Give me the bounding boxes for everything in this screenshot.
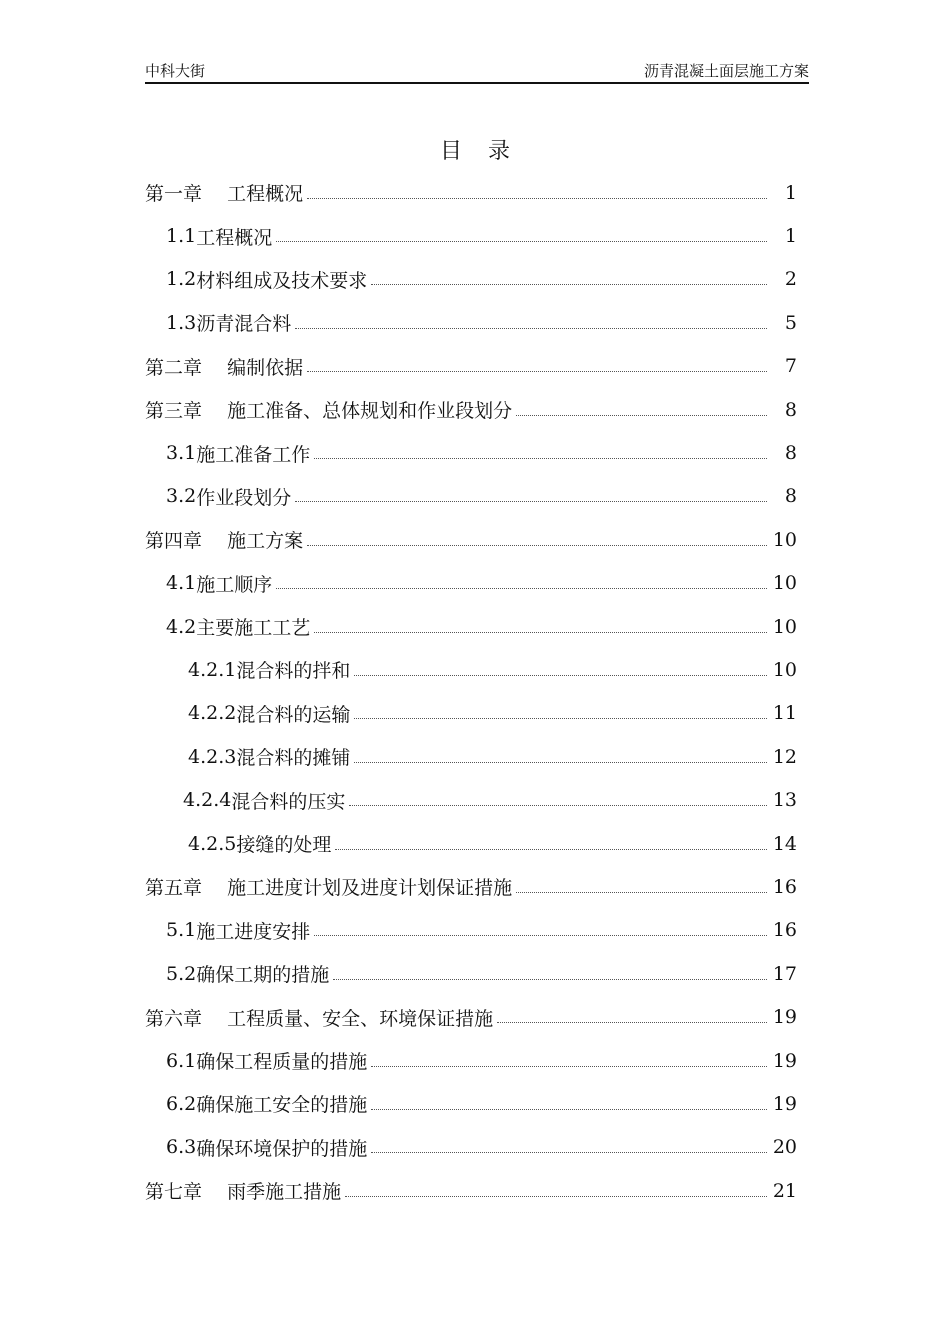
toc-dot-leader (371, 1108, 767, 1110)
toc-entry-page: 8 (784, 442, 797, 465)
toc-entry-gap (202, 353, 227, 380)
header-document-title: 沥青混凝土面层施工方案 (643, 62, 809, 80)
toc-entry-text: 施工顺序 (196, 573, 273, 596)
toc-entry-number: 4.2.2 (188, 702, 237, 725)
toc-entry-text: 编制依据 (227, 356, 304, 379)
toc-entry-gap (202, 179, 227, 206)
toc-entry-text: 施工方案 (227, 530, 304, 553)
toc-entry-text: 施工进度安排 (196, 920, 311, 943)
toc-entry-number: 6.3 (166, 1136, 197, 1159)
toc-entry[interactable] (145, 518, 797, 561)
toc-dot-leader (335, 848, 767, 850)
toc-entry-number: 3.2 (166, 485, 197, 508)
toc-entry-number: 第五章 (145, 877, 203, 900)
toc-dot-leader (295, 500, 767, 502)
toc-entry[interactable] (145, 345, 797, 388)
toc-entry[interactable] (145, 995, 797, 1038)
toc-dot-leader (371, 1065, 767, 1067)
toc-entry-text: 混合料的运输 (236, 703, 351, 726)
toc-entry-number: 6.1 (166, 1049, 197, 1072)
toc-entry-page: 11 (772, 702, 797, 725)
toc-entry[interactable] (145, 1169, 797, 1212)
toc-entry-page: 8 (784, 485, 797, 508)
toc-entry[interactable] (145, 865, 797, 908)
toc-entry-page: 10 (772, 658, 797, 681)
toc-dot-leader (276, 240, 767, 242)
toc-entry-number: 3.1 (166, 442, 197, 465)
toc-entry-number: 4.2.4 (183, 789, 232, 812)
toc-entry-text: 沥青混合料 (196, 313, 292, 336)
toc-entry-page: 14 (772, 832, 797, 855)
toc-dot-leader (349, 804, 767, 806)
toc-entry-gap (202, 526, 227, 553)
toc-entry-number: 4.1 (166, 572, 197, 595)
toc-entry-gap (202, 1177, 227, 1204)
toc-entry-page: 19 (772, 1092, 797, 1115)
toc-entry[interactable] (145, 605, 797, 648)
toc-dot-leader (497, 1021, 767, 1023)
toc-entry-page: 10 (772, 528, 797, 551)
toc-entry[interactable] (145, 735, 797, 778)
toc-entry-text: 工程质量、安全、环境保证措施 (227, 1007, 494, 1030)
toc-entry-page: 10 (772, 572, 797, 595)
toc-entry[interactable] (145, 475, 797, 518)
toc-dot-leader (371, 283, 767, 285)
toc-entry-number: 4.2.1 (188, 658, 237, 681)
toc-entry-page: 17 (772, 962, 797, 985)
toc-entry-text: 工程概况 (227, 183, 304, 206)
toc-entry-page: 19 (772, 1049, 797, 1072)
toc-entry-page: 12 (772, 745, 797, 768)
toc-entry-text: 确保工期的措施 (196, 964, 330, 987)
toc-entry[interactable] (145, 431, 797, 474)
toc-dot-leader (516, 414, 767, 416)
toc-entry-number: 4.2.3 (188, 745, 237, 768)
toc-entry[interactable] (145, 822, 797, 865)
toc-dot-leader (307, 544, 767, 546)
toc-entry-number: 第七章 (145, 1181, 203, 1204)
toc-entry-page: 1 (784, 181, 797, 204)
toc-entry[interactable] (145, 258, 797, 301)
toc-dot-leader (307, 197, 767, 199)
toc-entry-text: 接缝的处理 (236, 834, 332, 857)
toc-entry-page: 5 (784, 311, 797, 334)
toc-entry[interactable] (145, 301, 797, 344)
toc-dot-leader (314, 457, 767, 459)
toc-dot-leader (354, 761, 767, 763)
toc-entry-text: 主要施工工艺 (196, 617, 311, 640)
toc-entry[interactable] (145, 388, 797, 431)
toc-entry-text: 作业段划分 (196, 486, 292, 509)
toc-entry-number: 1.3 (166, 311, 197, 334)
toc-entry[interactable] (145, 778, 797, 821)
toc-entry[interactable] (145, 648, 797, 691)
header-project-name: 中科大街 (145, 62, 206, 80)
toc-entry-page: 19 (772, 1006, 797, 1029)
toc-entry-page: 20 (772, 1136, 797, 1159)
toc-entry-text: 混合料的压实 (231, 790, 346, 813)
toc-entry[interactable] (145, 1039, 797, 1082)
toc-entry[interactable] (145, 952, 797, 995)
toc-entry-number: 第一章 (145, 183, 203, 206)
toc-entry-gap (202, 1004, 227, 1031)
toc-entry[interactable] (145, 909, 797, 952)
toc-entry-gap (202, 396, 227, 423)
toc-entry-page: 21 (772, 1179, 797, 1202)
toc-entry-text: 确保环境保护的措施 (196, 1137, 368, 1160)
toc-dot-leader (371, 1151, 767, 1153)
toc-entry-number: 5.1 (166, 919, 197, 942)
toc-dot-leader (345, 1195, 767, 1197)
toc-entry-page: 16 (772, 875, 797, 898)
toc-dot-leader (354, 717, 767, 719)
toc-entry-number: 4.2 (166, 615, 197, 638)
toc-entry[interactable] (145, 1126, 797, 1169)
toc-entry-text: 施工进度计划及进度计划保证措施 (227, 877, 513, 900)
toc-entry-number: 5.2 (166, 962, 197, 985)
toc-dot-leader (307, 370, 767, 372)
toc-dot-leader (314, 631, 767, 633)
toc-title: 目录 (439, 139, 536, 164)
toc-entry-number: 第三章 (145, 400, 203, 423)
toc-entry-page: 13 (772, 789, 797, 812)
toc-dot-leader (333, 978, 767, 980)
toc-entry[interactable] (145, 214, 797, 257)
toc-entry-text: 施工准备、总体规划和作业段划分 (227, 400, 513, 423)
toc-entry-page: 16 (772, 919, 797, 942)
toc-dot-leader (516, 891, 767, 893)
toc-entry-page: 10 (772, 615, 797, 638)
toc-entry-text: 确保施工安全的措施 (196, 1094, 368, 1117)
toc-entry-page: 8 (784, 398, 797, 421)
toc-entry[interactable] (145, 171, 797, 214)
toc-entry-text: 混合料的拌和 (236, 660, 351, 683)
toc-entry-number: 1.2 (166, 268, 197, 291)
page-header (145, 58, 809, 84)
toc-entry-number: 1.1 (166, 225, 197, 248)
table-of-contents (145, 171, 797, 1212)
toc-entry-text: 混合料的摊铺 (236, 747, 351, 770)
toc-entry[interactable] (145, 562, 797, 605)
toc-entry-text: 材料组成及技术要求 (196, 269, 368, 292)
toc-entry[interactable] (145, 1082, 797, 1125)
toc-entry-page: 2 (784, 268, 797, 291)
toc-entry-gap (202, 873, 227, 900)
toc-entry-text: 施工准备工作 (196, 443, 311, 466)
toc-dot-leader (314, 934, 767, 936)
toc-entry[interactable] (145, 692, 797, 735)
toc-entry-number: 第二章 (145, 356, 203, 379)
toc-entry-page: 1 (784, 225, 797, 248)
toc-entry-page: 7 (784, 355, 797, 378)
toc-dot-leader (295, 327, 767, 329)
toc-entry-number: 6.2 (166, 1092, 197, 1115)
toc-entry-text: 工程概况 (196, 226, 273, 249)
toc-entry-number: 4.2.5 (188, 832, 237, 855)
toc-entry-text: 确保工程质量的措施 (196, 1051, 368, 1073)
toc-entry-number: 第四章 (145, 530, 203, 553)
toc-entry-number: 第六章 (145, 1007, 203, 1030)
toc-dot-leader (354, 674, 767, 676)
toc-dot-leader (276, 587, 767, 589)
toc-entry-text: 雨季施工措施 (227, 1181, 342, 1204)
